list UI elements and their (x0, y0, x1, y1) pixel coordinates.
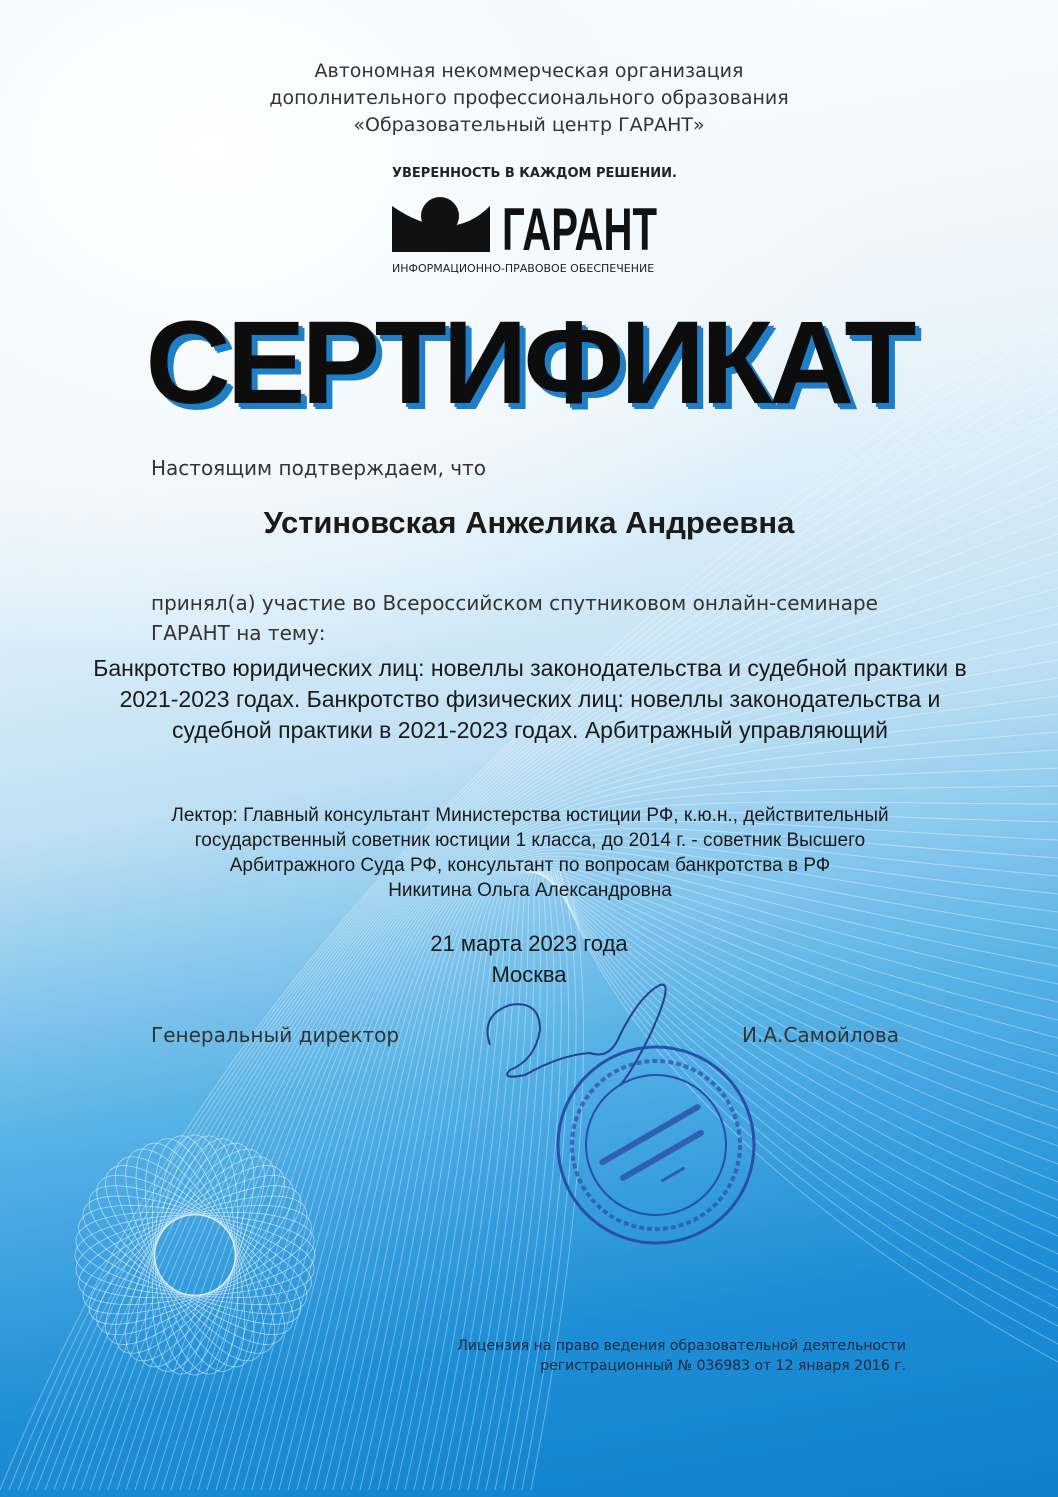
org-line: Автономная некоммерческая организация (314, 60, 744, 82)
date: 21 марта 2023 года (430, 931, 628, 956)
license-line: Лицензия на право ведения образовательной деятельности (457, 1338, 906, 1354)
org-line: дополнительного профессионального образования (269, 87, 789, 109)
svg-text:ГАРАНТ: ГАРАНТ (502, 196, 657, 263)
license-info (457, 1336, 906, 1376)
lecturer-info (60, 803, 1000, 903)
signer-name: И.А.Самойлова (742, 1023, 899, 1047)
logo-subtitle: ИНФОРМАЦИОННО-ПРАВОВОЕ ОБЕСПЕЧЕНИЕ (392, 262, 655, 275)
recipient-name: Устиновская Анжелика Андреевна (263, 505, 795, 540)
signer-position: Генеральный директор (151, 1023, 400, 1047)
lecturer-line: Лектор: Главный консультант Министерства юстиции РФ, к.ю.н., действительный (171, 805, 889, 826)
stamp (558, 1047, 754, 1243)
logo-slogan: УВЕРЕННОСТЬ В КАЖДОМ РЕШЕНИИ. (392, 166, 677, 181)
license-line: регистрационный № 036983 от 12 января 2016 г. (540, 1358, 906, 1374)
certificate-title: СЕРТИФИКАТ (145, 297, 913, 429)
signature (488, 985, 666, 1085)
lecturer-line: Арбитражного Суда РФ, консультант по вопросам банкротства в РФ (229, 855, 831, 876)
lecturer-line: Никитина Ольга Александровна (388, 880, 672, 901)
participation-text: принял(а) участие во Всероссийском спутниковом онлайн-семинаре ГАРАНТ на тему: (151, 591, 878, 645)
intro-text: Настоящим подтверждаем, что (151, 456, 486, 480)
seminar-topic: Банкротство юридических лиц: новеллы законодательства и судебной практики в 2021-2023 годах. Банкротство физических лиц: новеллы законодательства и судебной практики в 2021-2023 годах. Арбитражный управляющий (93, 655, 967, 743)
city: Москва (491, 962, 567, 987)
org-line: «Образовательный центр ГАРАНТ» (353, 114, 705, 136)
garant-logo (390, 194, 670, 263)
signature-and-stamp (470, 975, 780, 1265)
lecturer-line: государственный советник юстиции 1 класса, до 2014 г. - советник Высшего (194, 830, 866, 851)
organization-name (0, 58, 1058, 139)
